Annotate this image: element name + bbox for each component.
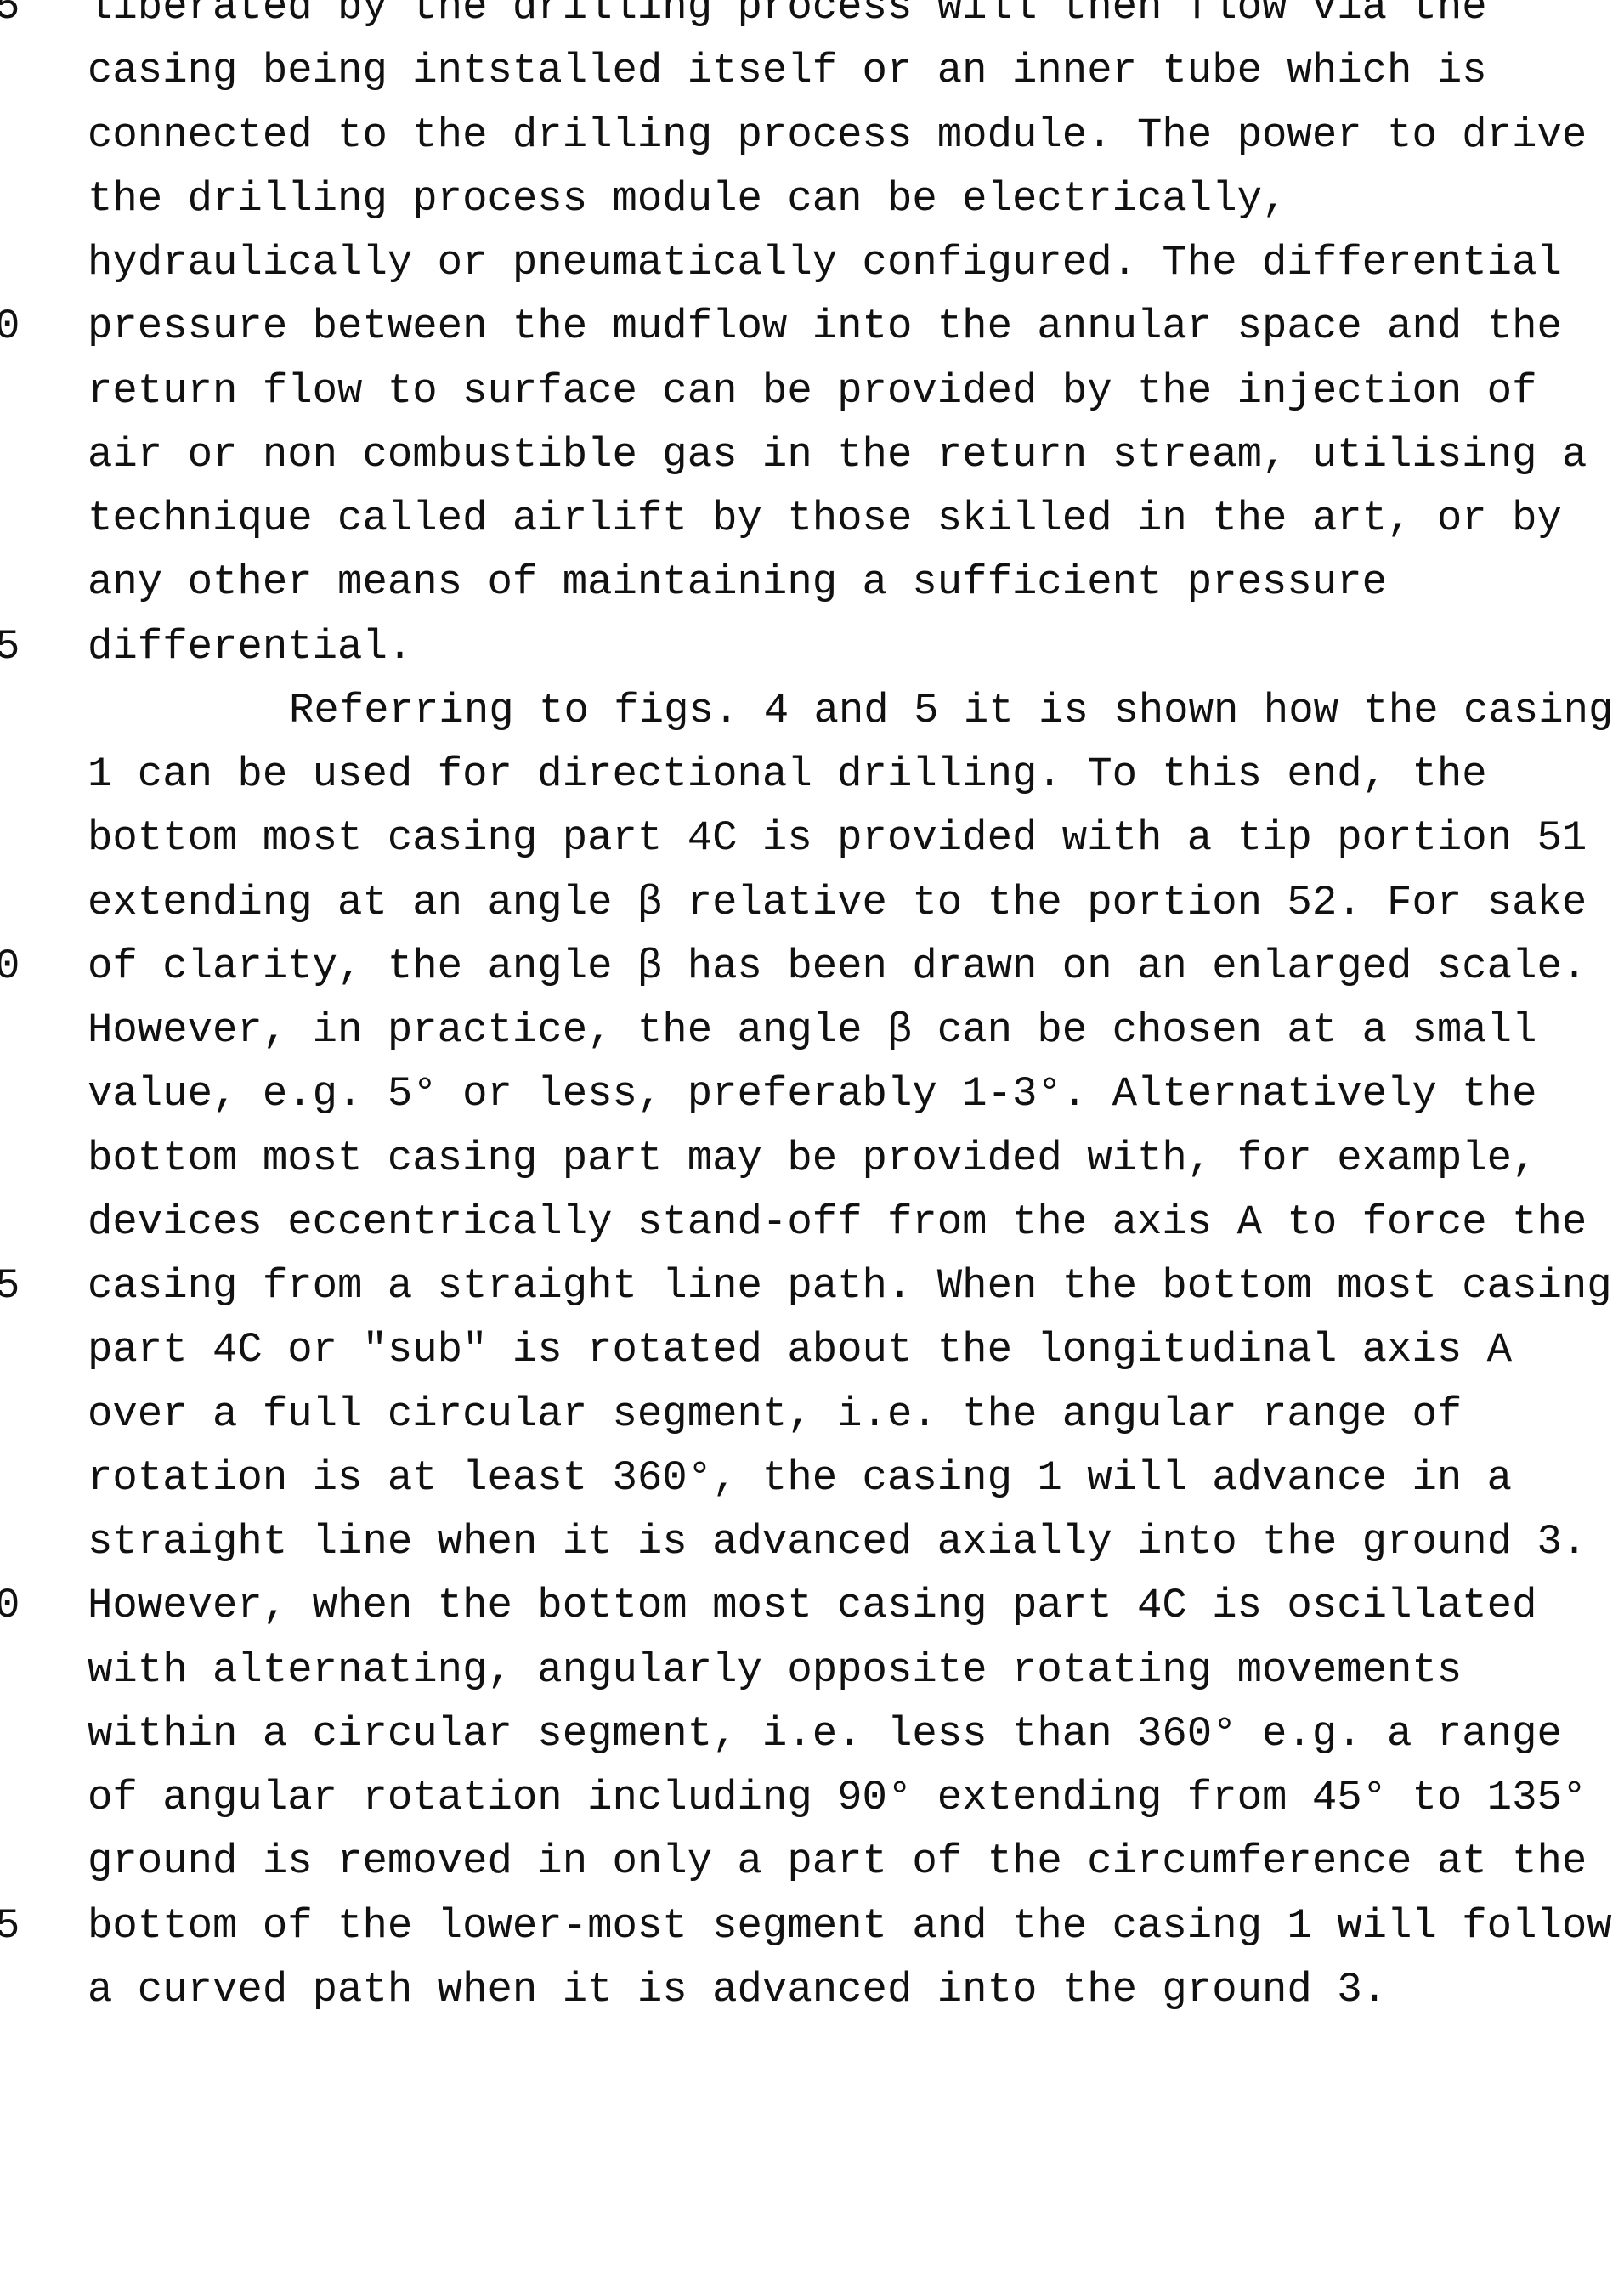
- text-line: [0, 1574, 1624, 1638]
- text-line: [0, 935, 1624, 999]
- text-line: [0, 1639, 1624, 1702]
- text-line: [0, 104, 1624, 167]
- text-line: [0, 679, 1624, 743]
- line-text: within a circular segment, i.e. less than 360° e.g. a range: [88, 1702, 1562, 1766]
- line-text: the drilling process module can be electrically,: [88, 167, 1287, 231]
- line-number: 5: [0, 0, 29, 39]
- line-text: ground is removed in only a part of the circumference at the: [88, 1830, 1587, 1894]
- text-line: [0, 1127, 1624, 1191]
- line-text: 1 can be used for directional drilling. To this end, the: [88, 743, 1487, 807]
- line-text: differential.: [88, 615, 412, 679]
- text-line: [0, 0, 1624, 39]
- text-line: [0, 423, 1624, 487]
- line-text: over a full circular segment, i.e. the angular range of: [88, 1383, 1462, 1447]
- text-line: [0, 231, 1624, 295]
- line-text: return flow to surface can be provided by the injection of: [88, 360, 1536, 423]
- line-number: 0: [0, 295, 29, 359]
- line-text: rotation is at least 360°, the casing 1 will advance in a: [88, 1447, 1512, 1510]
- text-line: [0, 743, 1624, 807]
- line-text: pressure between the mudflow into the annular space and the: [88, 295, 1562, 359]
- text-line: [0, 1062, 1624, 1126]
- line-text: of angular rotation including 90° extending from 45° to 135°: [88, 1766, 1587, 1830]
- line-number: 5: [0, 1254, 29, 1318]
- text-line: [0, 39, 1624, 103]
- line-number: 5: [0, 615, 29, 679]
- line-text: a curved path when it is advanced into the ground 3.: [88, 1958, 1387, 2022]
- text-line: [0, 1702, 1624, 1766]
- line-text: bottom of the lower-most segment and the casing 1 will follow: [88, 1894, 1612, 1958]
- line-text: part 4C or "sub" is rotated about the longitudinal axis A: [88, 1318, 1512, 1382]
- line-text: any other means of maintaining a sufficient pressure: [88, 551, 1387, 614]
- text-line: [0, 551, 1624, 614]
- line-text: casing being intstalled itself or an inner tube which is: [88, 39, 1487, 103]
- line-number: 0: [0, 935, 29, 999]
- text-line: [0, 871, 1624, 935]
- line-text: with alternating, angularly opposite rotating movements: [88, 1639, 1462, 1702]
- text-line: [0, 295, 1624, 359]
- line-text: connected to the drilling process module. The power to drive: [88, 104, 1587, 167]
- line-text: However, in practice, the angle β can be chosen at a small: [88, 999, 1536, 1062]
- text-line: [0, 1510, 1624, 1574]
- text-line: [0, 360, 1624, 423]
- line-text: hydraulically or pneumatically configured. The differential: [88, 231, 1562, 295]
- text-line: [0, 1191, 1624, 1254]
- line-number: 5: [0, 1894, 29, 1958]
- text-line: [0, 1318, 1624, 1382]
- line-text: extending at an angle β relative to the portion 52. For sake: [88, 871, 1587, 935]
- text-line: [0, 1254, 1624, 1318]
- line-text: bottom most casing part 4C is provided with a tip portion 51: [88, 807, 1587, 870]
- text-line: [0, 167, 1624, 231]
- line-text: of clarity, the angle β has been drawn on an enlarged scale.: [88, 935, 1587, 999]
- line-text: liberated by the drilling process will then flow via the: [88, 0, 1487, 39]
- text-line: [0, 1383, 1624, 1447]
- line-text: air or non combustible gas in the return stream, utilising a: [88, 423, 1587, 487]
- line-text: Referring to figs. 4 and 5 it is shown how the casing: [88, 679, 1613, 743]
- line-text: bottom most casing part may be provided with, for example,: [88, 1127, 1536, 1191]
- line-text: devices eccentrically stand-off from the axis A to force the: [88, 1191, 1587, 1254]
- text-line: [0, 1894, 1624, 1958]
- line-text: value, e.g. 5° or less, preferably 1-3°. Alternatively the: [88, 1062, 1536, 1126]
- line-text: casing from a straight line path. When the bottom most casing: [88, 1254, 1612, 1318]
- text-line: [0, 999, 1624, 1062]
- text-line: [0, 1447, 1624, 1510]
- line-text: technique called airlift by those skilled in the art, or by: [88, 487, 1562, 551]
- line-text: straight line when it is advanced axially into the ground 3.: [88, 1510, 1587, 1574]
- text-line: [0, 1958, 1624, 2022]
- text-line: [0, 807, 1624, 870]
- text-line: [0, 1766, 1624, 1830]
- line-number: 0: [0, 1574, 29, 1638]
- text-line: [0, 487, 1624, 551]
- text-line: [0, 615, 1624, 679]
- document-page: [0, 0, 1624, 2022]
- text-line: [0, 1830, 1624, 1894]
- line-text: However, when the bottom most casing part 4C is oscillated: [88, 1574, 1536, 1638]
